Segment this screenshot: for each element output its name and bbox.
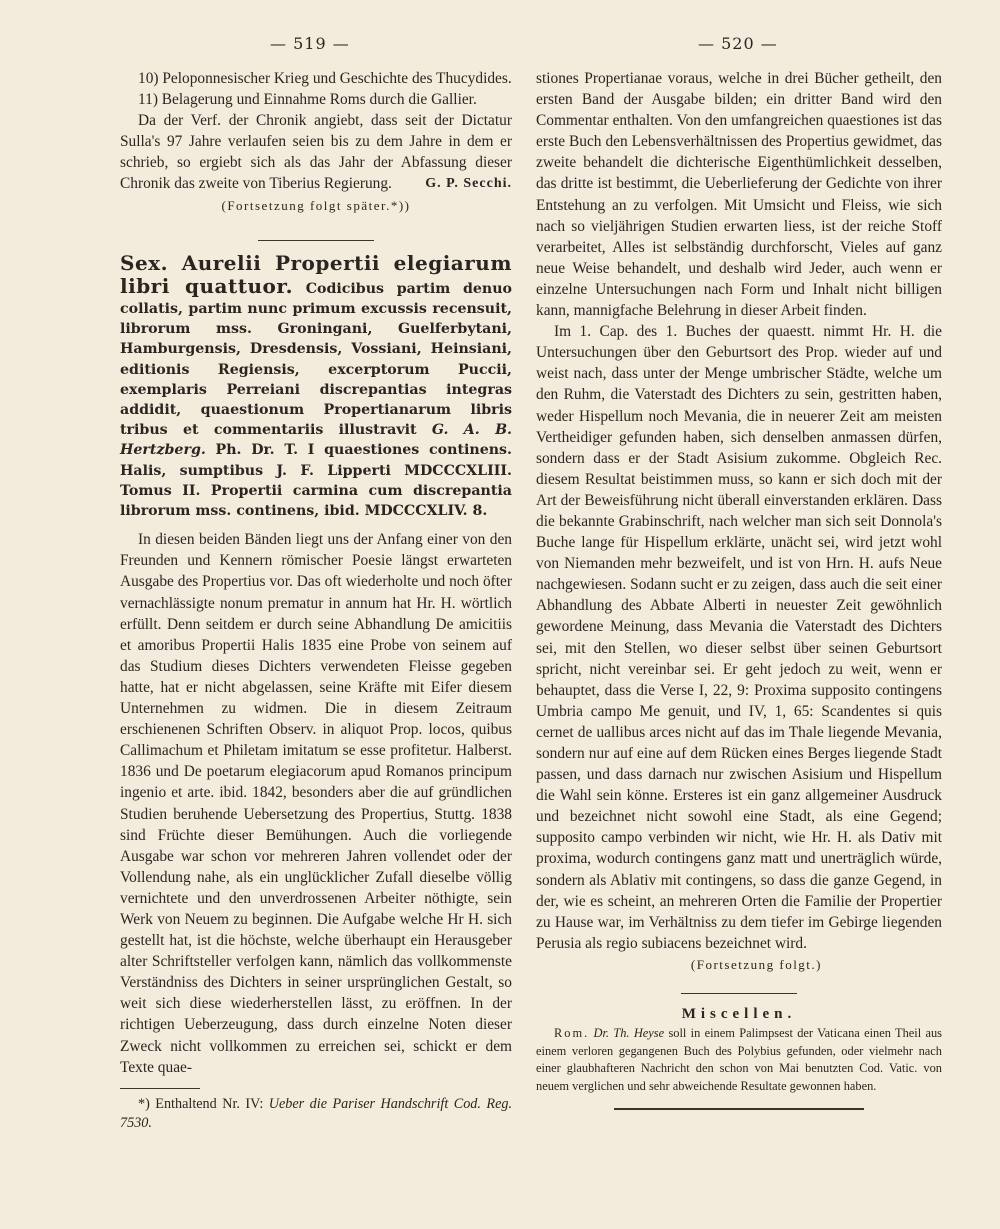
- footnote-label: *) Enthaltend Nr. IV:: [138, 1095, 264, 1112]
- section-divider: [258, 240, 374, 241]
- chronicle-text: Da der Verf. der Chronik angiebt, dass seit der Dictatur Sulla's 97 Jahre verlaufen seien bis zu dem Jahre in dem er schrieb, so ergiebt sich als das Jahr der Abfassung dieser Chronik das zweite von Tiberius Regierung.: [120, 112, 512, 193]
- footnote-divider: [120, 1088, 200, 1089]
- page-number-left: — 519 —: [270, 34, 350, 53]
- review-paragraph: Im 1. Cap. des 1. Buches der quaestt. nimmt Hr. H. die Untersuchungen über den Geburtsort des Prop. wieder auf und weist nach, dass unter der Menge umbrischer Städte, welche um den Ruhm, die Vaterstadt des Dichters zu sein, gestritten haben, weder Hispellum noch Mevania, die in neuerer Zeit am meisten Vertheidiger gefunden haben, sich denselben anmassen dürfen, sondern dass er der Stadt Asisium zukomme. Obgleich Rec. diesem Resultat beistimmen muss, so kann er sich doch mit der Art der Beweisführung nicht überall einverstanden erklären. Dass die bekannte Grabinschrift, nach welcher man sich seit Donnola's Buche lange für Hispellum erklärte, unächt sei, wird jetzt wohl von Niemanden mehr bezweifelt, und ist von Hrn. H. aufs Neue nachgewiesen. Sodann sucht er zu zeigen, dass auch die seit einer Abhandlung des Abbate Alberti in neuester Zeit gewöhnlich gewordene Meinung, dass Mevania die Vaterstadt des Dichters sei, mit den Stellen, wo dieser selbst über seinen Geburtsort spricht, nicht vereinbar sei. Er geht jedoch zu weit, wenn er behauptet, dass die Verse I, 22, 9: Proxima supposito contingens Umbria campo Me genuit, und IV, 1, 65: Scandentes si quis cernet de uallibus arces nicht auf das im Thale liegende Mevania, sondern nur auf eine auf dem Rücken eines Berges liegende Stadt passen, und dass darnach nur zwischen Asisium und Hispellum die Wahl sein könne. Ersteres ist ein ganz allgemeiner Ausdruck und bezeichnet nicht sowohl eine Stadt, als eine Gegend; supposito campo verbinden wir nicht, wie Hr. H. als Dativ mit proxima, wodurch contingens ganz matt und unerträglich würde, sondern als Ablativ mit contingens, so dass die ganze Gegend, in der, wie es scheint, an mehreren Orten die Familie der Propertier zu Hause war, im Verhältniss zu dem tiefer im Gebirge liegenden Perusia als regio subiacens bezeichnet wird.: [536, 323, 942, 952]
- miscellany-item: [536, 1025, 942, 1095]
- miscellany-text: soll in einem Palimpsest der Vaticana einen Theil aus einem verloren gegangenen Buch des Polybius gefunden, oder vielmehr nach einer glaubhafteren Nachricht den schon von Mai benutzten Cod. Vatic. von neuem verglichen und sehr abweichende Resultate gewonnen haben.: [536, 1026, 942, 1093]
- continuation-note: (Fortsetzung folgt.): [690, 956, 822, 972]
- review-title-publication: Ph. Dr. T. I quaestiones continens. Halis, sumptibus J. F. Lipperti MDCCCXLIII. Tomus II. Propertii carmina cum discrepantia librorum mss. continens, ibid. MDCCCXLIV. 8.: [120, 442, 512, 520]
- miscellany-person: Dr. Th. Heyse: [593, 1026, 665, 1041]
- list-item: 11) Belagerung und Einnahme Roms durch die Gallier.: [138, 91, 477, 109]
- miscellany-heading: Miscellen.: [681, 1006, 797, 1023]
- page-number-right: — 520 —: [698, 34, 778, 53]
- review-author: G. A. B. Hertzberg.: [120, 422, 512, 459]
- review-paragraph: stiones Propertianae voraus, welche in drei Bücher getheilt, den ersten Band der Ausgabe bilden; ein dritter Band wird den Commentar enthalten. Von den umfangreichen quaestiones ist das erste Buch den Lebensverhältnissen des Propertius gewidmet, das zweite behandelt die dichterische Eigenthümlichkeit desselben, das dritte ist bestimmt, die Ueberlieferung der Gedichte von ihrer Entstehung an zu verfolgen. Mit Umsicht und Fleiss, wie sich nach so vieljährigen Studien erwarten liess, ist der reiche Stoff verarbeitet, Alles ist selbständig durchforscht, Vieles auf ganz neue Weise behandelt, und deshalb wird Jeder, auch wenn er einzelne Untersuchungen nach Form und Inhalt nicht billigen kann, mannigfache Belehrung in dieser Arbeit finden.: [536, 70, 942, 320]
- bottom-divider: [614, 1108, 864, 1110]
- footnote-title: Ueber die Pariser Handschrift Cod. Reg. 7530.: [120, 1095, 513, 1131]
- right-column: [536, 68, 942, 1110]
- footnote: [120, 1095, 512, 1133]
- review-title-details: Codicibus partim denuo collatis, partim nunc primum excussis recensuit, librorum mss. Groningani, Guelferbytani, Hamburgensis, Dresdensis, Vossiani, Heinsiani, editionis Regiensis, excerptorum Puccii, exemplaris Perreiani discrepantias integras addidit, quaestionum Propertianarum libris tribus et commentariis illustravit: [120, 280, 512, 439]
- author-signature: G. P. Secchi.: [425, 176, 512, 192]
- left-column: [120, 68, 512, 1133]
- chronicle-paragraph: [120, 110, 512, 194]
- review-title-main: Sex. Aurelii Propertii elegiarum libri quattuor.: [120, 250, 512, 298]
- review-title: [120, 250, 512, 522]
- continuation-note: (Fortsetzung folgt später.*)): [221, 197, 411, 213]
- miscellany-place: Rom.: [554, 1026, 590, 1041]
- review-body: In diesen beiden Bänden liegt uns der Anfang einer von den Freunden und Kennern römischer Poesie längst erwarteten Ausgabe des Propertius vor. Das oft wiederholte und noch öfter vernachlässigte nonum prematur in annum hat Hr. H. wörtlich erfüllt. Denn seitdem er durch seine Abhandlung De amicitiis et amoribus Propertii Halis 1835 eine Probe von seinem auf das Studium dieses Dichters verwendeten Fleisse gegeben hatte, hat er nicht abgelassen, seine Kräfte mit Eifer diesem Unternehmen zu widmen. Die in diesem Zeitraum erschienenen Schriften Observ. in aliquot Prop. locos, quibus Callimachum et Philetam imitatum se esse profitetur. Halberst. 1836 und De poetarum elegiacorum apud Romanos principum ingenio et arte. ibid. 1842, besonders aber die auf gründlichen Studien beruhende Uebersetzung des Propertius, Stuttg. 1838 sind Früchte dieser Bemühungen. Auch die vorliegende Ausgabe war schon vor mehreren Jahren vollendet oder der Vollendung nahe, als ein unglücklicher Zufall dieselbe völlig vernichtete und den unverdrossenen Arbeiter nöthigte, sein Werk von Neuem zu beginnen. Die Aufgabe welche Hr H. sich gestellt hat, ist die höchste, welche überhaupt ein Herausgeber alter Schriftsteller verfolgen kann, nämlich das vollkommenste Verständniss des Dichters in seiner ursprünglichen Gestalt, so weit sich diese wiederherstellen lässt, zu eröffnen. In der richtigen Ueberzeugung, dass durch einzelne Noten dieser Zweck nicht vollkommen zu erreichen sei, schickt er dem Texte quae-: [120, 531, 512, 1076]
- list-item: 10) Peloponnesischer Krieg und Geschichte des Thucydides.: [138, 70, 512, 87]
- section-divider: [681, 993, 797, 994]
